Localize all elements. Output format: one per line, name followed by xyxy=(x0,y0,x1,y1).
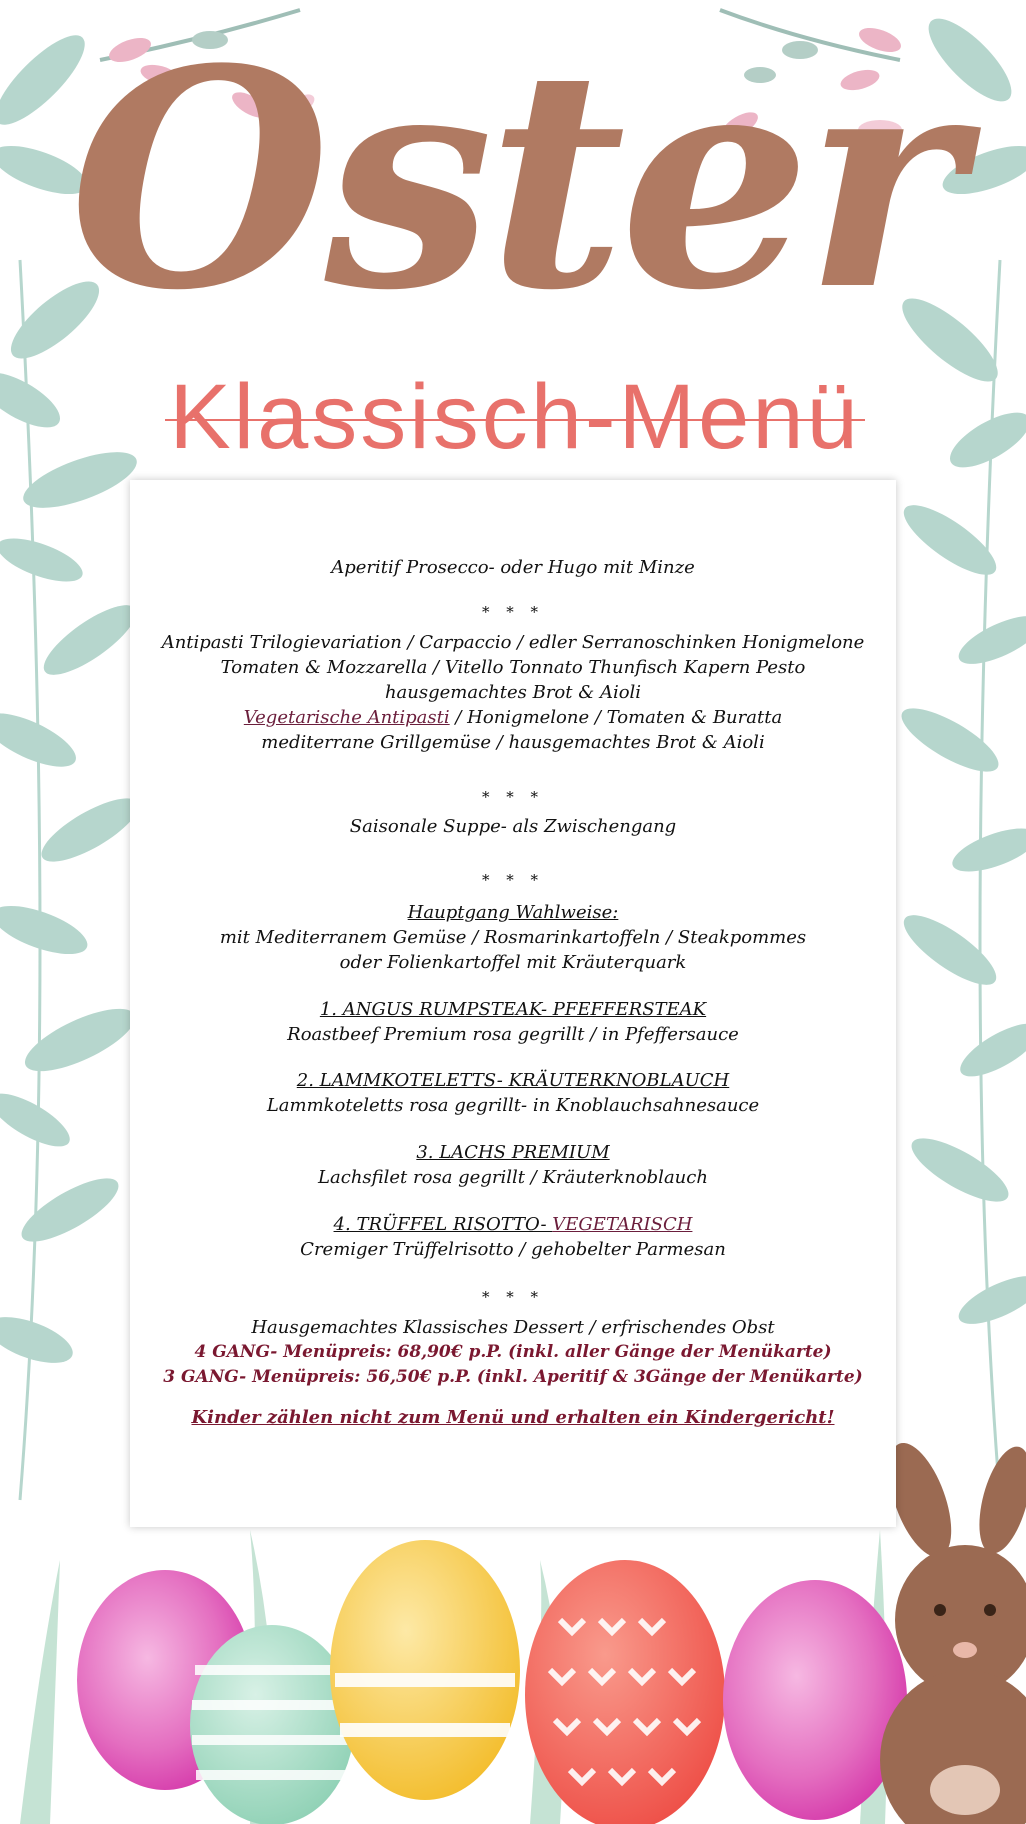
dish-veg-tag: VEGETARISCH xyxy=(552,1214,693,1235)
veg-antipasti-line xyxy=(130,705,896,730)
separator: * * * xyxy=(481,1288,545,1306)
dish-desc: Cremiger Trüffelrisotto / gehobelter Parmesan xyxy=(300,1239,726,1260)
subtitle-banner xyxy=(165,362,865,472)
dessert: Hausgemachtes Klassisches Dessert / erfrischendes Obst xyxy=(251,1317,775,1338)
dish-title: 1. ANGUS RUMPSTEAK- PFEFFERSTEAK xyxy=(319,999,707,1020)
children-note: Kinder zählen nicht zum Menü und erhalten ein Kindergericht! xyxy=(191,1407,835,1428)
aperitif: Aperitif Prosecco- oder Hugo mit Minze xyxy=(331,557,695,578)
veg-antipasti-items: / Honigmelone / Tomaten & Buratta xyxy=(449,707,783,728)
page-title: Oster xyxy=(69,3,957,356)
antipasti-line: Tomaten & Mozzarella / Vitello Tonnato Thunfisch Kapern Pesto xyxy=(220,657,806,678)
antipasti-line: hausgemachtes Brot & Aioli xyxy=(384,682,642,703)
main-sides: oder Folienkartoffel mit Kräuterquark xyxy=(339,952,687,973)
main-sides: mit Mediterranem Gemüse / Rosmarinkartoffeln / Steakpommes xyxy=(219,927,807,948)
dish-title: 2. LAMMKOTELETTS- KRÄUTERKNOBLAUCH xyxy=(296,1070,730,1091)
dish-title: 3. LACHS PREMIUM xyxy=(416,1142,610,1163)
dish-desc: Roastbeef Premium rosa gegrillt / in Pfeffersauce xyxy=(287,1024,739,1045)
dish-desc: Lammkoteletts rosa gegrillt- in Knoblauchsahnesauce xyxy=(266,1095,760,1116)
dish-desc: Lachsfilet rosa gegrillt / Kräuterknoblauch xyxy=(318,1167,708,1188)
separator: * * * xyxy=(481,603,545,621)
subtitle: Klassisch-Menü xyxy=(169,366,861,468)
bunny xyxy=(876,1435,1026,1824)
dish-title: 4. TRÜFFEL RISOTTO- xyxy=(333,1214,553,1235)
soup: Saisonale Suppe- als Zwischengang xyxy=(349,816,677,837)
menu-card xyxy=(130,480,896,1527)
separator: * * * xyxy=(481,871,545,889)
dish-title-line xyxy=(130,1212,896,1237)
veg-antipasti-label: Vegetarische Antipasti xyxy=(243,707,450,728)
antipasti-line: Antipasti Trilogievariation / Carpaccio / edler Serranoschinken Honigmelone xyxy=(161,632,865,653)
price-3-gang: 3 GANG- Menüpreis: 56,50€ p.P. (inkl. Aperitif & 3Gänge der Menükarte) xyxy=(163,1367,863,1387)
separator: * * * xyxy=(481,788,545,806)
main-heading: Hauptgang Wahlweise: xyxy=(407,902,619,923)
price-4-gang: 4 GANG- Menüpreis: 68,90€ p.P. (inkl. aller Gänge der Menükarte) xyxy=(194,1342,832,1362)
easter-eggs xyxy=(77,1540,907,1824)
veg-antipasti-line: mediterrane Grillgemüse / hausgemachtes Brot & Aioli xyxy=(261,732,765,753)
